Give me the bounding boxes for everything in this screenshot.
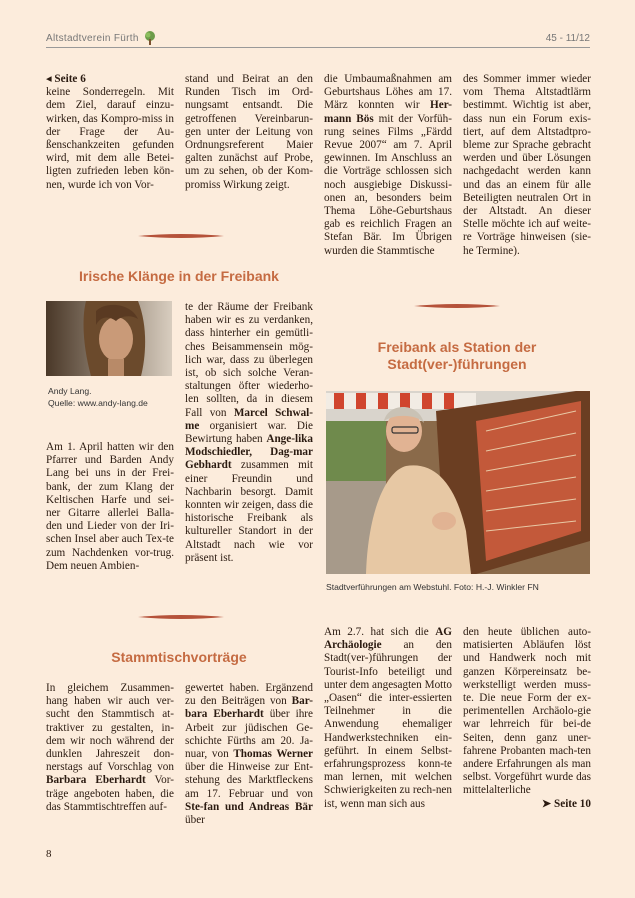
- page-header: [46, 30, 590, 48]
- station-col3-text-a: Am 2.7. hat sich die: [324, 626, 436, 638]
- name-helpers: Angе-lika Modschiedler, Dag-mar Gebhardt: [185, 433, 313, 472]
- page-number: 8: [46, 848, 52, 860]
- caption-line-1: Andy Lang.: [48, 386, 92, 396]
- top-column-1: [46, 73, 174, 192]
- top-col3-text-a: die Umbaumaßnahmen am Geburtshaus Löhes am 17. März konnten wir: [324, 73, 452, 112]
- top-column-4: [463, 73, 591, 258]
- stamm-col1-text-c: Vor-träge angeboten haben, die das Stammtischtreffen auf-: [46, 774, 174, 813]
- headline-station-line-1: Freibank als Station der: [377, 339, 537, 355]
- header-rule: [46, 47, 590, 48]
- station-column-4: [463, 626, 591, 811]
- ornament-divider: [414, 303, 500, 309]
- name-marcel-schwalme: Marcel Schwal-me: [185, 406, 313, 432]
- irish-right-column: [185, 301, 313, 565]
- headline-stammtisch: Stammtischvorträge: [111, 649, 247, 665]
- stamm-col2-text-g: über: [185, 814, 205, 827]
- caption-line-2: Quelle: www.andy-lang.de: [48, 398, 148, 408]
- headline-irish: Irische Klänge in der Freibank: [79, 268, 279, 284]
- top-column-3: [324, 73, 452, 258]
- name-stefan-andreas-baer: Ste-fan und Andreas Bär: [185, 800, 313, 813]
- station-col3-text-c: an den Stadt(ver-)führungen der Tourist-Info beteiligt und unter dem angesagten Motto „Oasen“ die inter-essierten Teilnehmer in die Anwendung ehemaliger Handwerkstechniken ein-geführt. In einem Selbst-erfahrungsprozess konn-te man lernen, mit welchen Schwierigkeiten zu rech-nen ist, wenn man sich aus: [324, 639, 452, 810]
- top-col2-text: stand und Beirat an den Runden Tisch im Ord-nungsamt entsandt. Die getroffenen Vereinbarun-gen unter der Leitung von Ordnungsreferent Maier galten zunächst auf Probe, um zu sehen, ob der Kom-promiss Wirkung zeigt.: [185, 73, 313, 191]
- portrait-image: [46, 301, 172, 376]
- stamm-col1-text-a: In gleichem Zusammen-hang haben wir auch ver-sucht den Stammtisch at-traktiver zu gestalten, in-dem wir noch während der dunklen Jahreszeit don-nerstags auf Vorschlag von: [46, 682, 174, 774]
- caption-webstuhl: Stadtverführungen am Webstuhl. Foto: H.-J. Winkler FN: [326, 582, 539, 592]
- irish-left-column: [46, 441, 174, 573]
- ornament-divider: [138, 233, 224, 239]
- continued-on: ➤ Seite 10: [541, 797, 591, 810]
- tree-icon: [143, 30, 157, 46]
- caption-andy-lang: [48, 385, 174, 409]
- photo-webstuhl: [326, 391, 590, 574]
- station-col4-text: den heute üblichen auto-matisierten Abläufen löst und Handwerk noch mit ganzen Körpereinsatz be-werkstelligt werden muss-te. Die neue Form der ex-perimentellen Archäolo-gie war lehrreich für bei-de Seiten, denn ganz uner-fahrene Probanten mach-ten andere Erfahrungen als man selbst. Vorgeführt wurde das mittelalterliche: [463, 626, 591, 797]
- name-ag-archaeologie: AG Archäologie: [324, 626, 452, 652]
- publication-title: Altstadtverein Fürth: [46, 33, 139, 44]
- photo-andy-lang: [46, 301, 172, 376]
- continued-from: ◂ Seite 6: [46, 73, 86, 85]
- stamm-column-1: [46, 682, 174, 814]
- station-column-3: [324, 626, 452, 811]
- ornament-divider: [138, 614, 224, 620]
- headline-station: [324, 339, 590, 373]
- name-barbara-eberhardt: Barbara Eberhardt: [46, 774, 146, 787]
- webstuhl-image: [326, 391, 590, 574]
- top-col1-text: keine Sonderregeln. Mit dem Ziel, darauf einzu-wirken, das Kompro-miss in der Frage der Au-ßenschankzeiten gefunden wird, mit dem alle Betei-ligten zufrieden leben kön-nen, wurde ich von Vor-: [46, 86, 174, 191]
- irish-left-text: Am 1. April hatten wir den Pfarrer und Barden Andy Lang bei uns in der Frei-bank, der zum Klang der Keltischen Harfe und sei-ner Gitarre allerlei Balla-den und Lieder von der Iri-schen Insel aber auch Tex-te zum Nachdenken vor-trug. Dem neuen Ambien-: [46, 441, 174, 572]
- irish-right-text-d: zusammen mit einer Freundin und Nachbarin besorgt. Damit konnten wir zeigen, dass die historische Freibank als kultureller Standort in der Altstadt nach wie vor präsent ist.: [185, 459, 313, 564]
- name-barbara-eberhardt-2: Bar-bara Eberhardt: [185, 695, 313, 721]
- name-hermann-boes: Her-mann Bös: [324, 99, 452, 125]
- irish-right-text-c: organisiert war. Die Bewirtung haben: [185, 419, 313, 446]
- stamm-col2-text-e: über die Hinweise zur Ent-stehung des Marktfleckens am 17. Februar und von: [185, 761, 313, 800]
- top-col3-text-b: mit der Vorfüh-rung seines Films „Färdd Revue 2007“ am 7. April gewinnen. Im Anschluss an die Vorträge schlossen sich noch ausgiebige Diskussi-onen an, besonders beim Thema Löhe-Geburtshaus gab es reichlich Fragen an Stefan Bär. Im Übrigen wurden die Stammtische: [324, 112, 452, 257]
- stamm-col2-text-c: über ihre Arbeit zur jüdischen Ge-schichte Fürths am 20. Ja-nuar, von: [185, 708, 313, 761]
- top-col4-text: des Sommer immer wieder vom Thema Altstadtlärm bestimmt. Wichtig ist aber, dass nun ein Forum exis-tiert, auf dem Altstadtpro-bleme zur Sprache gebracht werden und über Lösungen nachgedacht werden kann und das an einem für alle Beteiligten neutralen Ort in der Altstadt. An dieser Stelle möchte ich auf weite-re Vorträge hinweisen (sie-he Termine).: [463, 73, 591, 257]
- issue-number: 45 - 11/12: [545, 33, 590, 44]
- top-column-2: [185, 73, 313, 192]
- name-thomas-werner: Thomas Werner: [233, 748, 314, 761]
- irish-right-text-a: te der Räume der Freibank haben wir es zu verdanken, dass hinterher ein gemütli-ches Beisammensein mög-lich war, dass zu überlegen ist, ob sich solche Veran-staltungen öfter wiederho-len sollten, da in diesem Fall von: [185, 301, 313, 419]
- stamm-col2-text-a: gewertet haben. Ergänzend zu den Beiträgen von: [185, 682, 313, 708]
- headline-station-line-2: Stadt(ver-)führungen: [387, 356, 527, 372]
- stamm-column-2: [185, 682, 313, 827]
- awning-stripes: [326, 393, 476, 409]
